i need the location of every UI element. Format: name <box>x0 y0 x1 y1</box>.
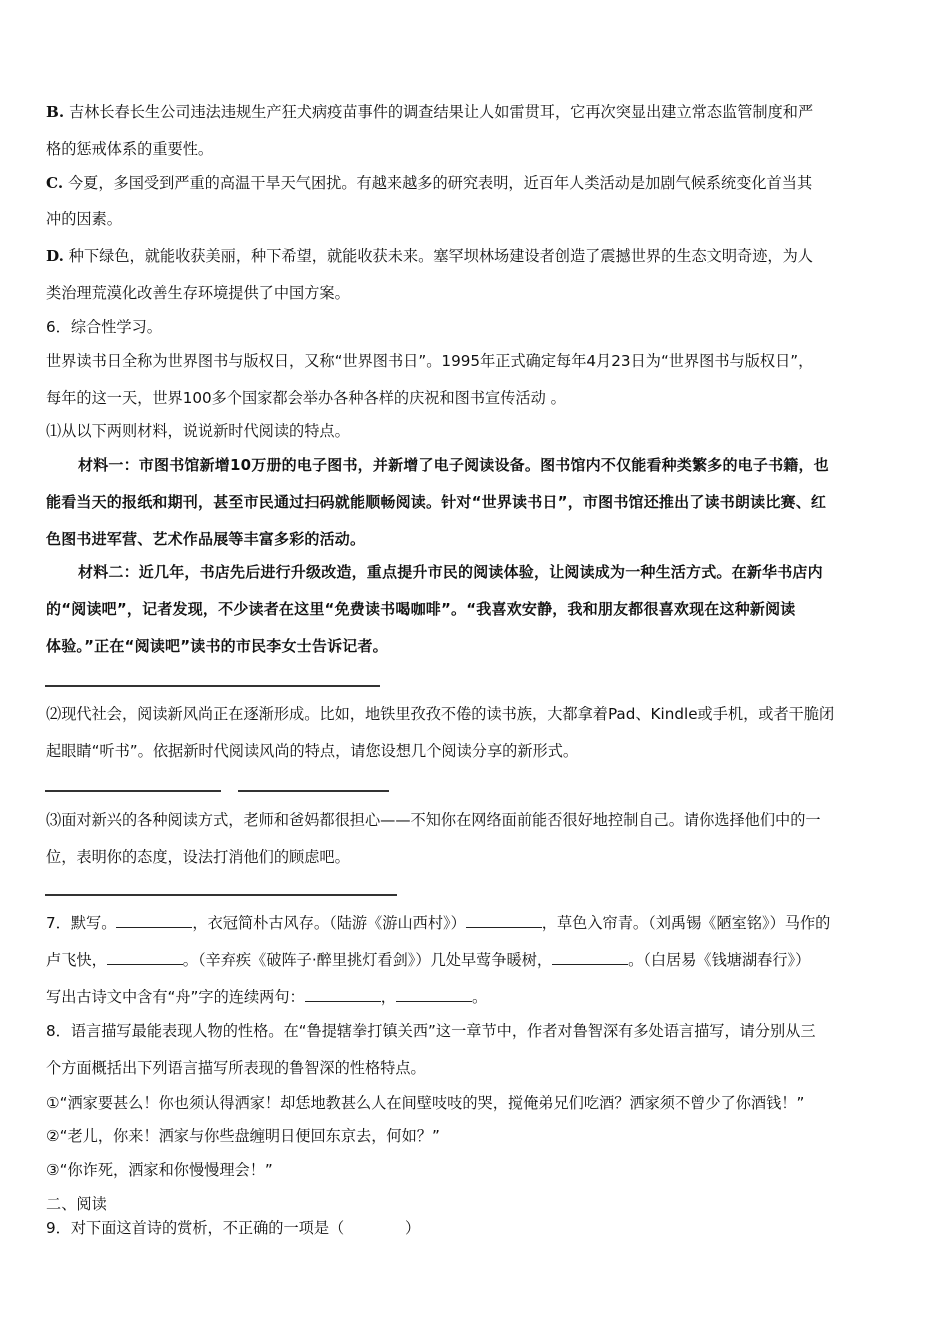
fill-blank-4[interactable] <box>552 950 628 965</box>
material-2-line-1: 材料二：近几年，书店先后进行升级改造，重点提升市民的阅读体验，让阅读成为一种生活方式。在新华书店内 <box>78 563 823 581</box>
option-d-line-1 <box>46 246 813 266</box>
q8-quote-2: ②“老儿，你来！洒家与你些盘缠明日便回东京去，何如？” <box>46 1127 440 1145</box>
answer-line-sub2-b[interactable] <box>238 790 389 792</box>
q8-quote-1: ①“洒家要甚么！你也须认得洒家！却恁地教甚么人在间壁吱吱的哭，搅俺弟兄们吃酒？洒家须不曾少了你酒钱！” <box>46 1094 805 1112</box>
answer-line-sub2-a[interactable] <box>45 790 221 792</box>
q6-title: 6．综合性学习。 <box>46 318 162 336</box>
option-c-line-1 <box>46 173 812 193</box>
option-d-text: 种下绿色，就能收获美丽，种下希望，就能收获未来。塞罕坝林场建设者创造了震撼世界的生态文明奇迹，为人 <box>68 247 813 265</box>
fill-blank-5[interactable] <box>305 987 381 1002</box>
option-b-line-2: 格的惩戒体系的重要性。 <box>46 140 214 158</box>
option-c-text: 今夏，多国受到严重的高温干旱天气困扰。有越来越多的研究表明，近百年人类活动是加剧气候系统变化首当其 <box>67 174 813 192</box>
q6-sub3-line-2: 位，表明你的态度，设法打消他们的顾虑吧。 <box>46 848 350 866</box>
option-d-label: D. <box>46 247 64 265</box>
q6-sub1: ⑴从以下两则材料，说说新时代阅读的特点。 <box>46 422 350 440</box>
q7-text-1: ，衣冠简朴古风存。（陆游《游山西村》） <box>192 914 466 932</box>
option-c-label: C. <box>46 174 64 192</box>
q7-number: 7．默写。 <box>46 914 117 932</box>
option-d-line-2: 类治理荒漠化改善生存环境提供了中国方案。 <box>46 284 350 302</box>
q9-prompt: 9．对下面这首诗的赏析，不正确的一项是（ ） <box>46 1219 421 1237</box>
q8-line-2: 个方面概括出下列语言描写所表现的鲁智深的性格特点。 <box>46 1059 426 1077</box>
q7-text-2: ，草色入帘青。（刘禹锡《陋室铭》）马作的 <box>541 914 831 932</box>
material-1-line-3: 色图书进军营、艺术作品展等丰富多彩的活动。 <box>46 530 366 548</box>
q8-quote-3: ③“你诈死，洒家和你慢慢理会！” <box>46 1161 273 1179</box>
q7-text-5: 。（白居易《钱塘湖春行》） <box>628 951 811 969</box>
q6-sub2-line-2: 起眼睛“听书”。依据新时代阅读风尚的特点，请您设想几个阅读分享的新形式。 <box>46 742 579 760</box>
option-b-line-1 <box>46 102 813 122</box>
fill-blank-2[interactable] <box>466 913 542 928</box>
material-1-line-2: 能看当天的报纸和期刊，甚至市民通过扫码就能顺畅阅读。针对“世界读书日”，市图书馆还推出了读书朗读比赛、红 <box>46 493 827 511</box>
q7-text-6: 写出古诗文中含有“舟”字的连续两句： <box>46 988 305 1006</box>
q6-sub3-line-1: ⑶面对新兴的各种阅读方式，老师和爸妈都很担心——不知你在网络面前能否很好地控制自己。请你选择他们中的一 <box>46 811 821 829</box>
q6-intro-line-1: 世界读书日全称为世界图书与版权日，又称“世界图书日”。1995年正式确定每年4月23日为“世界图书与版权日”， <box>46 352 814 370</box>
material-2-line-3: 体验。”正在“阅读吧”读书的市民李女士告诉记者。 <box>46 637 388 655</box>
q7-text-4: 。（辛弃疾《破阵子·醉里挑灯看剑》）几处早莺争暖树， <box>182 951 553 969</box>
q7-text-3: 卢飞快， <box>46 951 107 969</box>
q7-line-1 <box>46 913 830 933</box>
option-c-line-2: 冲的因素。 <box>46 210 122 228</box>
material-2-line-2: 的“阅读吧”，记者发现，不少读者在这里“免费读书喝咖啡”。“我喜欢安静，我和朋友都很喜欢现在这种新阅读 <box>46 600 796 618</box>
fill-blank-6[interactable] <box>396 987 472 1002</box>
q7-text-7: ， <box>380 988 396 1006</box>
fill-blank-1[interactable] <box>116 913 192 928</box>
answer-line-sub1[interactable] <box>45 685 380 687</box>
answer-line-sub3[interactable] <box>45 894 397 896</box>
q7-text-8: 。 <box>471 988 488 1006</box>
material-1-line-1: 材料一：市图书馆新增10万册的电子图书，并新增了电子阅读设备。图书馆内不仅能看种类繁多的电子书籍，也 <box>78 456 829 474</box>
option-b-label: B. <box>46 103 65 121</box>
q6-intro-line-2: 每年的这一天，世界100多个国家都会举办各种各样的庆祝和图书宣传活动 。 <box>46 389 566 407</box>
q8-line-1: 8．语言描写最能表现人物的性格。在“鲁提辖拳打镇关西”这一章节中，作者对鲁智深有多处语言描写，请分别从三 <box>46 1022 816 1040</box>
option-b-text: 吉林长春长生公司违法违规生产狂犬病疫苗事件的调查结果让人如雷贯耳，它再次突显出建立常态监管制度和严 <box>68 103 814 121</box>
q7-line-2 <box>46 950 810 970</box>
fill-blank-3[interactable] <box>107 950 183 965</box>
q6-sub2-line-1: ⑵现代社会，阅读新风尚正在逐渐形成。比如，地铁里孜孜不倦的读书族，大都拿着Pad、Kindle或手机，或者干脆闭 <box>46 705 835 723</box>
q7-line-3 <box>46 987 487 1007</box>
section-2-title: 二、阅读 <box>46 1195 107 1213</box>
